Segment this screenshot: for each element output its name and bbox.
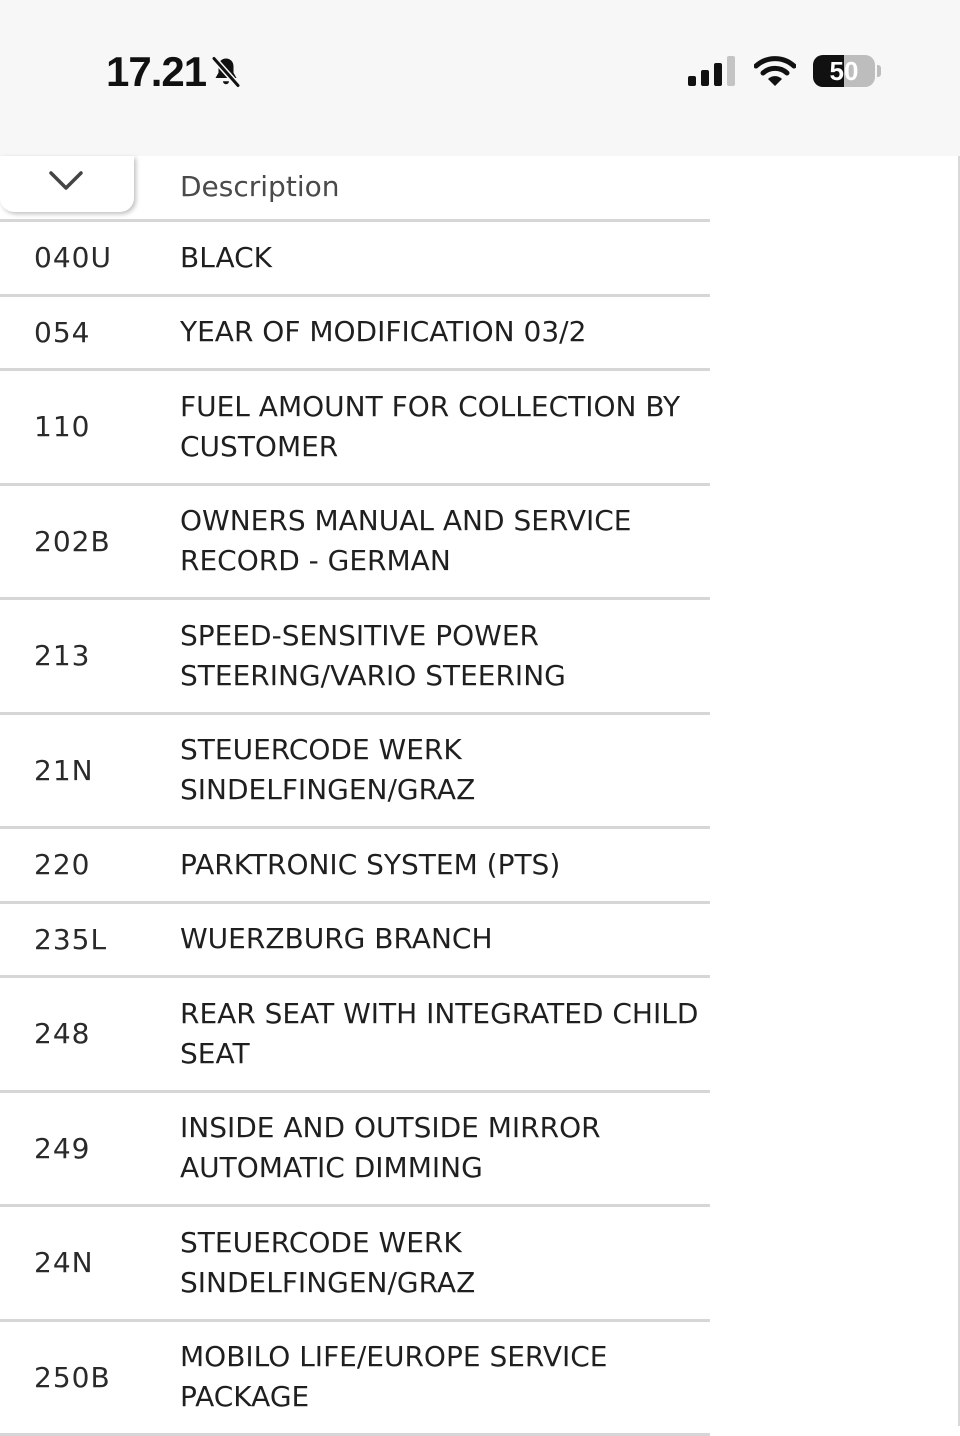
option-description: PARKTRONIC SYSTEM (PTS) bbox=[180, 845, 710, 885]
option-code: 054 bbox=[0, 316, 180, 349]
battery-tip bbox=[877, 65, 881, 77]
option-description: OWNERS MANUAL AND SERVICE RECORD - GERMAN bbox=[180, 501, 710, 581]
option-code: 248 bbox=[0, 1017, 180, 1050]
table-row bbox=[0, 978, 710, 1093]
option-description: STEUERCODE WERK SINDELFINGEN/GRAZ bbox=[180, 730, 710, 810]
bell-slash-icon bbox=[208, 54, 244, 90]
option-code: 249 bbox=[0, 1132, 180, 1165]
table-row bbox=[0, 1093, 710, 1208]
option-description: MOBILO LIFE/EUROPE SERVICE PACKAGE bbox=[180, 1337, 710, 1417]
option-code: 250B bbox=[0, 1361, 180, 1394]
table-row bbox=[0, 1207, 710, 1322]
wifi-icon bbox=[754, 54, 796, 88]
table-header bbox=[0, 156, 710, 222]
table-row bbox=[0, 371, 710, 486]
option-description: FUEL AMOUNT FOR COLLECTION BY CUSTOMER bbox=[180, 387, 710, 467]
table-row bbox=[0, 222, 710, 297]
option-description: WUERZBURG BRANCH bbox=[180, 919, 710, 959]
option-description: STEUERCODE WERK SINDELFINGEN/GRAZ bbox=[180, 1223, 710, 1303]
table-row bbox=[0, 486, 710, 601]
status-bar bbox=[0, 0, 960, 156]
option-description: REAR SEAT WITH INTEGRATED CHILD SEAT bbox=[180, 994, 710, 1074]
option-code: 235L bbox=[0, 923, 180, 956]
chevron-down-icon bbox=[48, 168, 84, 194]
table-row bbox=[0, 297, 710, 372]
option-code: 110 bbox=[0, 410, 180, 443]
option-code: 213 bbox=[0, 639, 180, 672]
option-description: SPEED-SENSITIVE POWER STEERING/VARIO STEERING bbox=[180, 616, 710, 696]
option-code: 202B bbox=[0, 525, 180, 558]
option-description: INSIDE AND OUTSIDE MIRROR AUTOMATIC DIMMING bbox=[180, 1108, 710, 1188]
battery-icon bbox=[813, 55, 875, 87]
status-time: 17.21 bbox=[106, 48, 206, 96]
collapse-button[interactable] bbox=[0, 156, 134, 212]
option-code: 220 bbox=[0, 848, 180, 881]
table-row bbox=[0, 829, 710, 904]
battery-level: 50 bbox=[813, 55, 875, 87]
option-code: 21N bbox=[0, 754, 180, 787]
table-row bbox=[0, 1322, 710, 1436]
option-code: 040U bbox=[0, 241, 180, 274]
option-description: BLACK bbox=[180, 238, 710, 278]
option-description: YEAR OF MODIFICATION 03/2 bbox=[180, 312, 710, 352]
cellular-signal-icon bbox=[688, 56, 736, 86]
option-code: 24N bbox=[0, 1246, 180, 1279]
description-column-header: Description bbox=[180, 170, 339, 203]
table-row bbox=[0, 600, 710, 715]
table-row bbox=[0, 715, 710, 830]
table-row bbox=[0, 904, 710, 979]
equipment-code-table bbox=[0, 156, 710, 1436]
